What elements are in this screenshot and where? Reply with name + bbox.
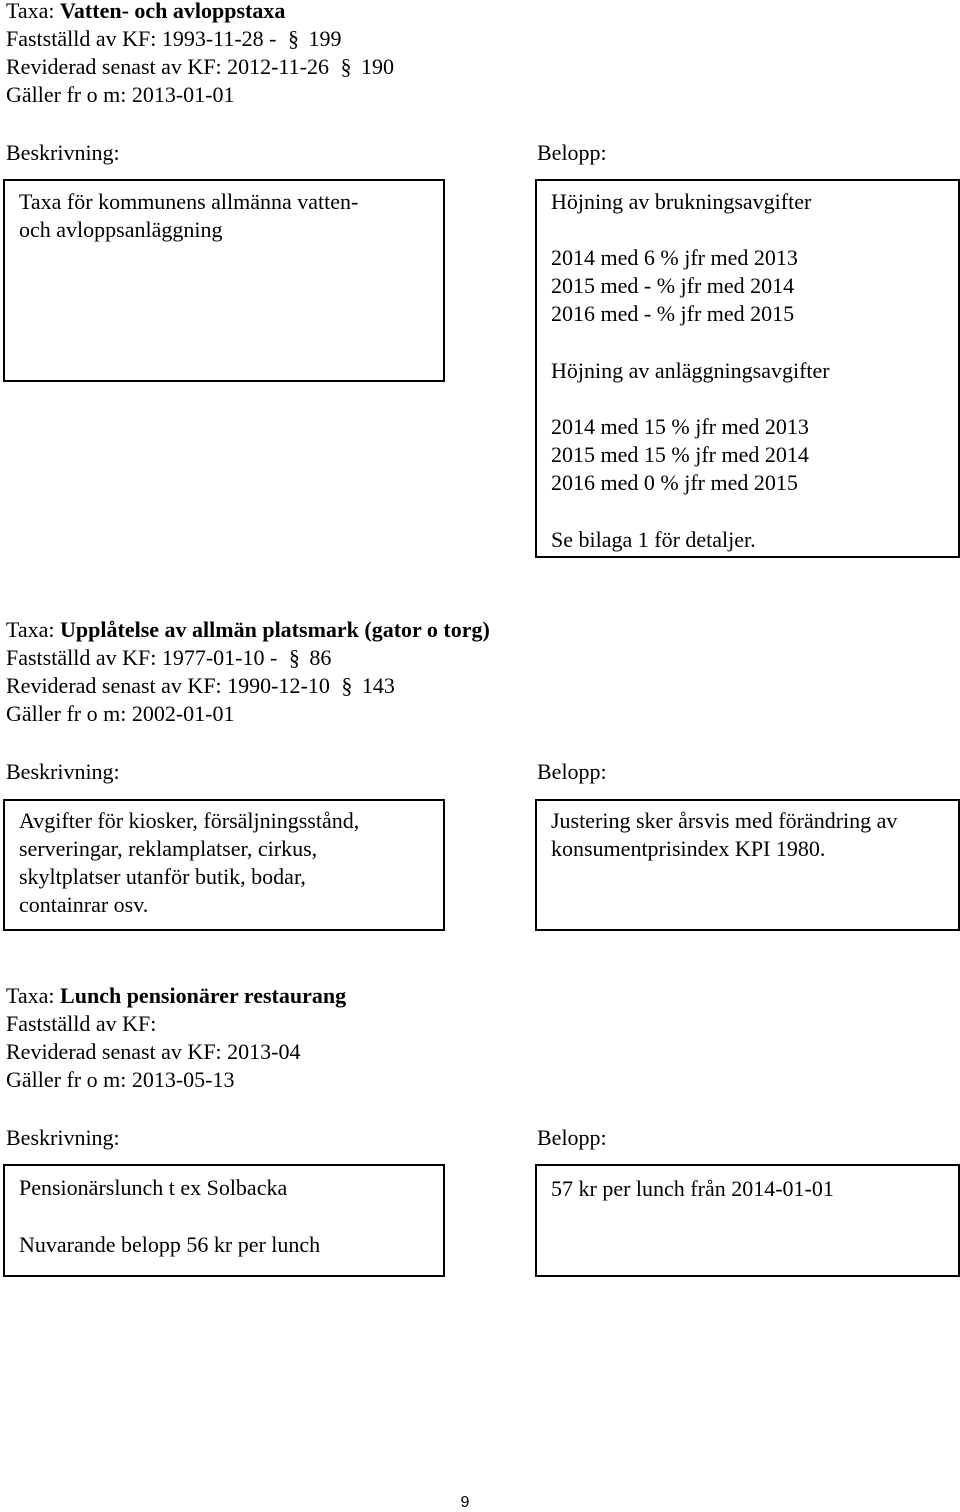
amount-line: 2015 med - % jfr med 2014 bbox=[551, 273, 795, 298]
taxa-label: Taxa: bbox=[6, 0, 61, 23]
description-line: serveringar, reklamplatser, cirkus, bbox=[19, 836, 318, 861]
belopp-label: Belopp: bbox=[537, 1125, 607, 1150]
paragraph-sign: § bbox=[340, 54, 352, 79]
description-line: skyltplatser utanför butik, bodar, bbox=[19, 864, 306, 889]
description-line: Taxa för kommunens allmänna vatten- bbox=[19, 189, 359, 214]
belopp-label: Belopp: bbox=[537, 759, 607, 784]
galler-line: Gäller fr o m: 2013-05-13 bbox=[6, 1067, 235, 1092]
belopp-box bbox=[535, 1164, 960, 1277]
page-number: 9 bbox=[460, 1494, 470, 1511]
section-2-title bbox=[6, 616, 490, 644]
reviderad-line: Reviderad senast av KF: 1990-12-10 § 143 bbox=[6, 673, 395, 698]
amount-line: Justering sker årsvis med förändring av bbox=[551, 808, 898, 833]
belopp-box bbox=[535, 179, 960, 558]
belopp-box bbox=[535, 799, 960, 931]
faststalld-line: Fastställd av KF: 1977-01-10 - § 86 bbox=[6, 645, 332, 670]
amount-line: konsumentprisindex KPI 1980. bbox=[551, 836, 826, 861]
faststalld-line: Fastställd av KF: bbox=[6, 1011, 157, 1036]
galler-line: Gäller fr o m: 2013-01-01 bbox=[6, 82, 235, 107]
amount-line: 2015 med 15 % jfr med 2014 bbox=[551, 442, 809, 467]
taxa-name: Lunch pensionärer restaurang bbox=[60, 983, 347, 1008]
description-line: och avloppsanläggning bbox=[19, 217, 223, 242]
galler-line: Gäller fr o m: 2002-01-01 bbox=[6, 701, 235, 726]
paragraph-sign: § bbox=[341, 673, 353, 698]
reviderad-line: Reviderad senast av KF: 2012-11-26 § 190 bbox=[6, 54, 395, 79]
beskrivning-box bbox=[3, 179, 445, 382]
paragraph-sign: § bbox=[288, 645, 300, 670]
section-3-title bbox=[6, 982, 346, 1010]
description-line: Nuvarande belopp 56 kr per lunch bbox=[19, 1232, 321, 1257]
taxa-name: Upplåtelse av allmän platsmark (gator o torg) bbox=[60, 617, 490, 642]
taxa-name: Vatten- och avloppstaxa bbox=[60, 0, 286, 23]
section-1-title bbox=[6, 0, 285, 25]
beskrivning-label: Beskrivning: bbox=[6, 140, 120, 165]
beskrivning-box bbox=[3, 799, 445, 931]
reviderad-line: Reviderad senast av KF: 2013-04 bbox=[6, 1039, 301, 1064]
beskrivning-label: Beskrivning: bbox=[6, 1125, 120, 1150]
amount-line: 2014 med 15 % jfr med 2013 bbox=[551, 414, 809, 439]
description-line: containrar osv. bbox=[19, 892, 149, 917]
amount-line: 2014 med 6 % jfr med 2013 bbox=[551, 245, 798, 270]
taxa-label: Taxa: bbox=[6, 983, 61, 1008]
belopp-label: Belopp: bbox=[537, 140, 607, 165]
description-line: Avgifter för kiosker, försäljningsstånd, bbox=[19, 808, 360, 833]
taxa-label: Taxa: bbox=[6, 617, 61, 642]
description-line: Pensionärslunch t ex Solbacka bbox=[19, 1175, 288, 1200]
paragraph-sign: § bbox=[288, 26, 299, 51]
amount-line: 57 kr per lunch från 2014-01-01 bbox=[551, 1176, 834, 1201]
amount-line: 2016 med - % jfr med 2015 bbox=[551, 301, 795, 326]
faststalld-line: Fastställd av KF: 1993-11-28 - § 199 bbox=[6, 26, 342, 51]
amount-line: Höjning av anläggningsavgifter bbox=[551, 358, 830, 383]
amount-line: 2016 med 0 % jfr med 2015 bbox=[551, 470, 798, 495]
beskrivning-box bbox=[3, 1164, 445, 1277]
amount-line: Se bilaga 1 för detaljer. bbox=[551, 527, 756, 552]
amount-line: Höjning av brukningsavgifter bbox=[551, 189, 812, 214]
beskrivning-label: Beskrivning: bbox=[6, 759, 120, 784]
